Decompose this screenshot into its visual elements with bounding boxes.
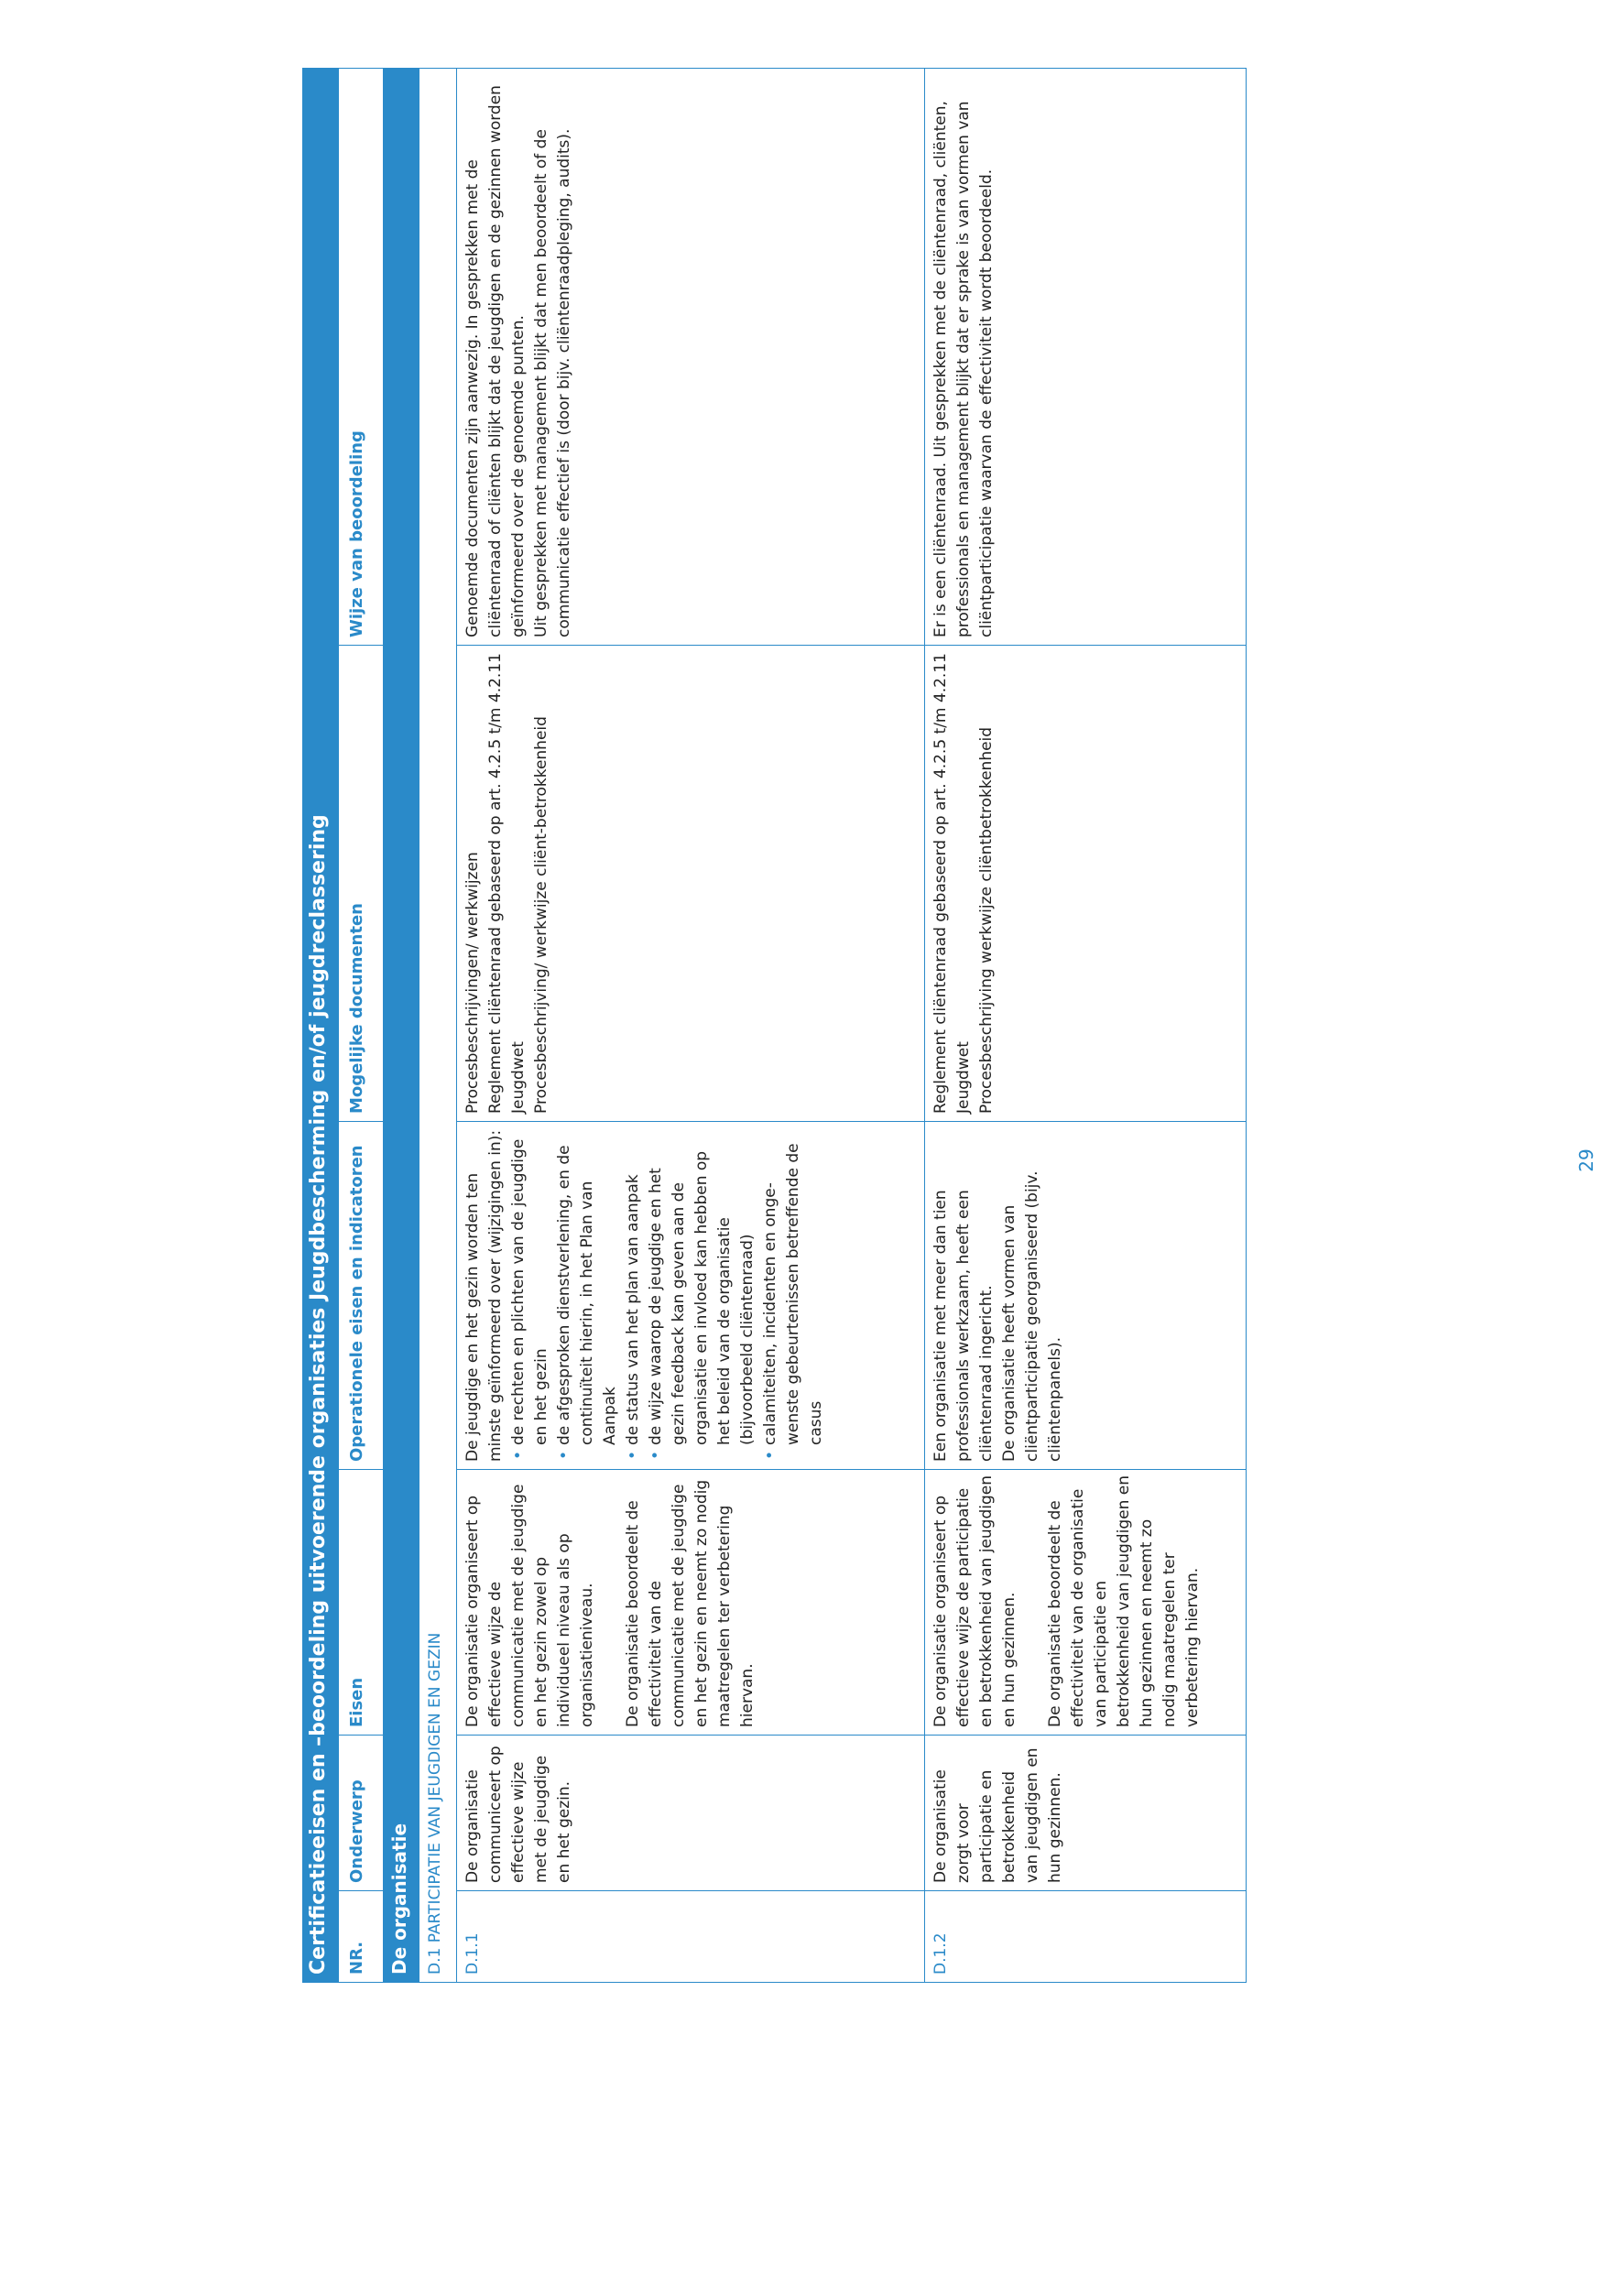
row-documenten: Reglement cliëntenraad gebaseerd op art. 4.2.5 t/m 4.2.11 Jeugdwet Procesbeschrijving werkwijze cliëntbetrokkenheid [925,646,1247,1122]
row-wijze: Er is een cliëntenraad. Uit gesprekken met de cliëntenraad, cliënten, professionals en management blijkt dat er sprake is van vormen van cliëntparticipatie waarvan de effectiviteit wordt beoordeeld. [925,68,1247,645]
row-nr: D.1.1 [457,1891,925,1983]
row-eisen [457,1470,925,1736]
table-row [457,68,925,1982]
bullet-item: • calamiteiten, incidenten en onge-wenste gebeurtenissen betreffende de casus [759,1127,828,1445]
table-title-row [303,68,339,1982]
rotated-page-content [302,69,1255,1983]
row-onderwerp: De organisatie communiceert op effectieve wijze met de jeugdige en het gezin. [457,1736,925,1891]
row-nr: D.1.2 [925,1891,1247,1983]
col-header-nr: NR. [339,1891,384,1983]
row-onderwerp: De organisatie zorgt voor participatie en betrokkenheid van jeugdigen en hun gezinnen. [925,1736,1247,1891]
col-header-wijze: Wijze van beoordeling [339,68,384,645]
row-documenten: Procesbeschrijvingen/ werkwijzen Reglement cliëntenraad gebaseerd op art. 4.2.5 t/m 4.2.11 Jeugdwet Procesbeschrijving/ werkwijze cliënt-betrokkenheid [457,646,925,1122]
certification-table [302,68,1247,1983]
row-operationele: Een organisatie met meer dan tien professionals werkzaam, heeft een cliëntenraad ingericht. De organisatie heeft vormen van cliëntparticipatie georganiseerd (bijv. cliëntenpanels). [925,1122,1247,1470]
bullet-item: • de afgesproken dienstverlening, en de continuïteit hierin, in het Plan van Aanpak [553,1127,622,1445]
col-header-documenten: Mogelijke documenten [339,646,384,1122]
col-header-operationele: Operationele eisen en indicatoren [339,1122,384,1470]
subsection-row [419,68,457,1982]
section-title: De organisatie [384,68,419,1982]
page-number: 29 [1575,1148,1597,1172]
row-eisen [925,1470,1247,1736]
table-row [925,68,1247,1982]
col-header-onderwerp: Onderwerp [339,1736,384,1891]
operationele-intro: De jeugdige en het gezin worden ten minste geïnformeerd over (wijzigingen in): [463,1129,505,1462]
bullet-item: • de wijze waarop de jeugdige en het gezin feedback kan geven aan de organisatie en invloed kan hebben op het beleid van de organisatie (bijvoorbeeld cliëntenraad) [645,1127,759,1445]
subsection-title: D.1 PARTICIPATIE VAN JEUGDIGEN EN GEZIN [419,68,457,1982]
bullet-item: • de status van het plan van aanpak [622,1127,645,1445]
table-title: Certificatieeisen en –beoordeling uitvoerende organisaties Jeugdbescherming en/of jeugdreclassering [303,68,339,1982]
eisen-paragraph: De organisatie organiseert op effectieve wijze de participatie en betrokkenheid van jeugdigen en hun gezinnen. [931,1475,1018,1727]
eisen-paragraph: De organisatie beoordeelt de effectiviteit van de organisatie van participatie en betrokkenheid van jeugdigen en hun gezinnen en neemt zo nodig maatregelen ter verbetering hiervan. [1046,1475,1202,1727]
section-row [384,68,419,1982]
bullet-item: • de rechten en plichten van de jeugdige en het gezin [507,1127,553,1445]
col-header-eisen: Eisen [339,1470,384,1736]
column-header-row [339,68,384,1982]
eisen-paragraph: De organisatie organiseert op effectieve wijze de communicatie met de jeugdige en het gezin zowel op individueel niveau als op organisatieniveau. [463,1484,596,1727]
operationele-bullet-list [507,1127,828,1462]
row-operationele [457,1122,925,1470]
row-wijze: Genoemde documenten zijn aanwezig. In gesprekken met de cliëntenraad of cliënten blijkt dat de jeugdigen en de gezinnen worden geïnformeerd over de genoemde punten. Uit gesprekken met management blijkt dat men beoordeelt of de communicatie effectief is (door bijv. cliëntenraadpleging, audits). [457,68,925,645]
eisen-paragraph: De organisatie beoordeelt de effectiviteit van de communicatie met de jeugdige en het gezin en neemt zo nodig maatregelen ter verbetering hiervan. [624,1479,757,1727]
